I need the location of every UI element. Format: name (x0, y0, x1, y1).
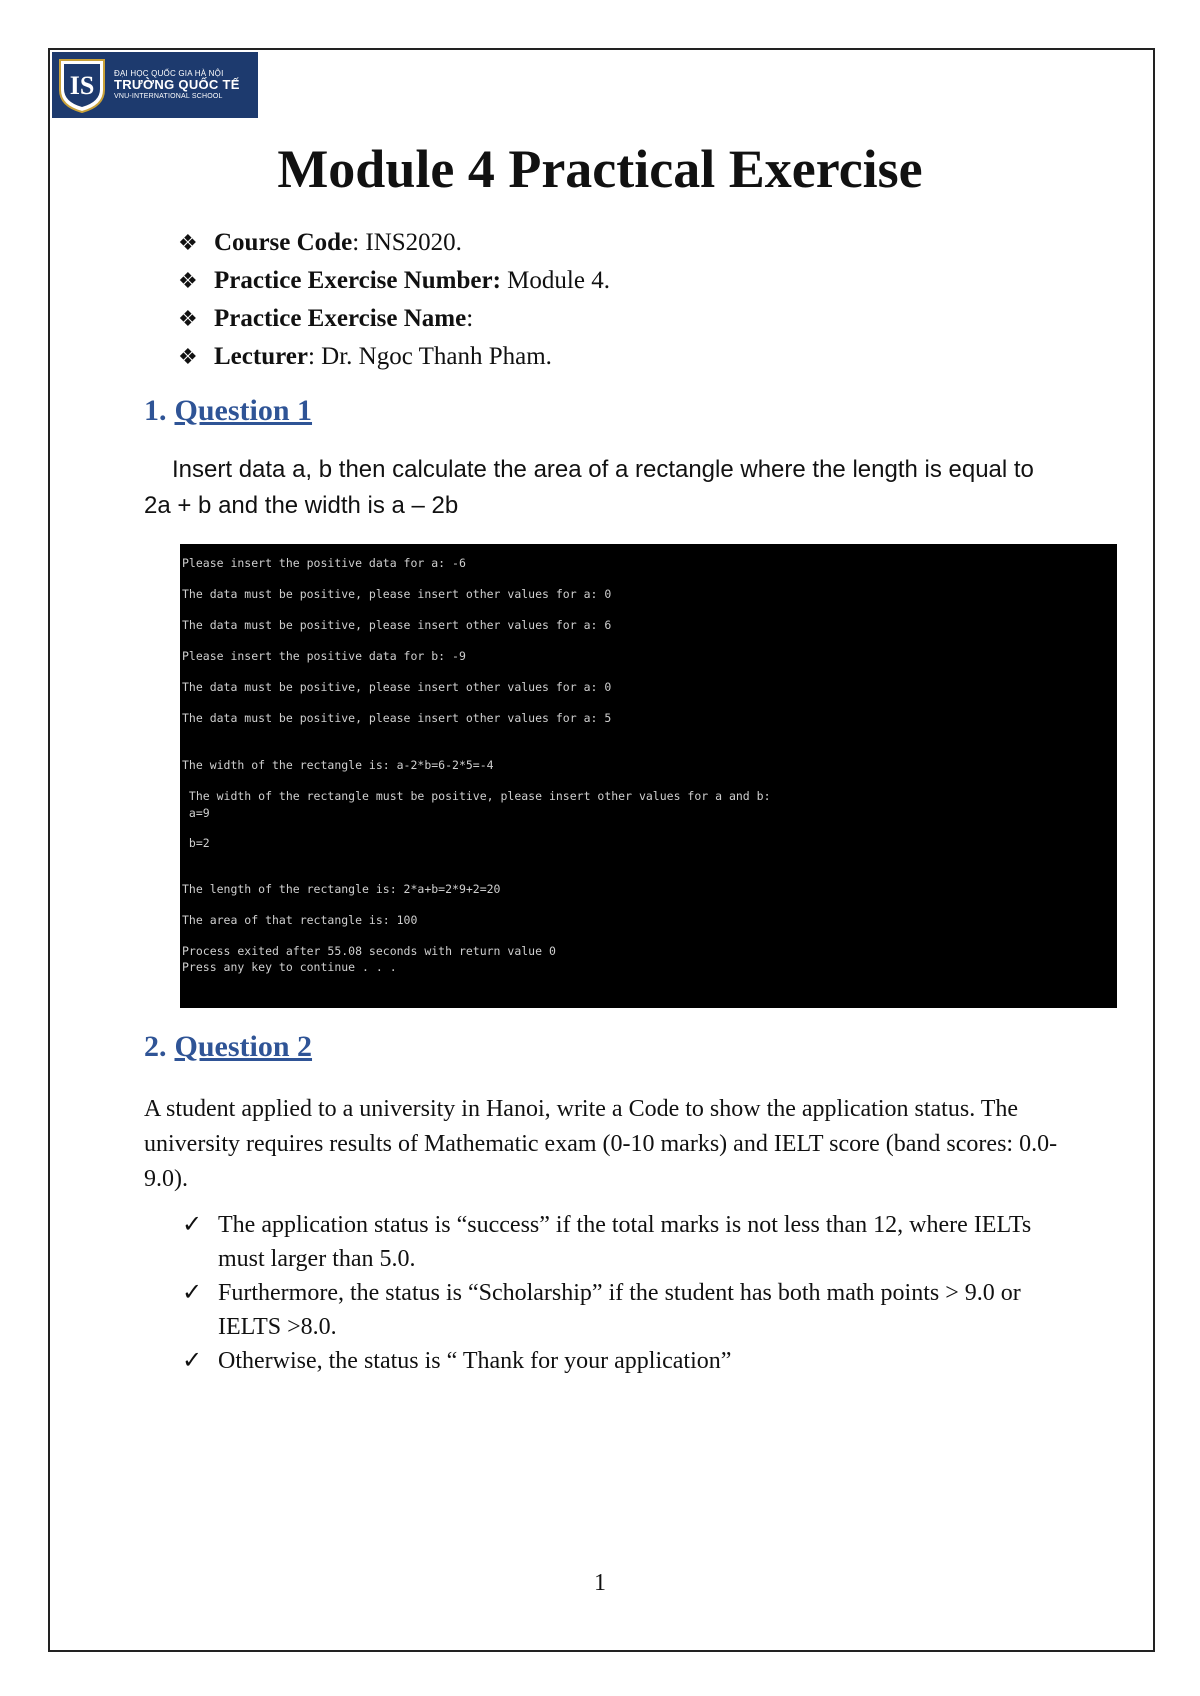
diamond-bullet-icon: ❖ (178, 230, 198, 255)
console-line: The width of the rectangle is: a-2*b=6-2*5=-4 (182, 758, 494, 772)
logo-school-english-name: VNU-INTERNATIONAL SCHOOL (114, 93, 223, 101)
info-label: Practice Exercise Name (214, 305, 467, 332)
page-number: 1 (594, 1570, 606, 1596)
question-1-title: Question 1 (174, 394, 313, 427)
info-value: INS2020. (365, 229, 462, 256)
condition-text: Furthermore, the status is “Scholarship” if the student has both math points > 9.0 or IELTS >8.0. (218, 1280, 1021, 1340)
console-line: Process exited after 55.08 seconds with return value 0 (182, 944, 556, 958)
checkmark-icon: ✓ (182, 1348, 203, 1374)
console-line: b=2 (182, 836, 210, 850)
console-line: The data must be positive, please insert other values for a: 5 (182, 711, 612, 725)
list-item (182, 1208, 1062, 1276)
condition-text: Otherwise, the status is “ Thank for your application” (218, 1348, 732, 1374)
console-line: Press any key to continue . . . (182, 960, 397, 974)
question-2-heading (144, 1030, 312, 1064)
info-exercise-number (178, 262, 610, 300)
school-logo (52, 52, 258, 118)
info-separator: : (352, 229, 366, 256)
info-course-code (178, 224, 610, 262)
question-2-conditions (182, 1208, 1062, 1378)
diamond-bullet-icon: ❖ (178, 268, 198, 293)
diamond-bullet-icon: ❖ (178, 306, 198, 331)
checkmark-icon: ✓ (182, 1280, 203, 1306)
question-1-number: 1. (144, 394, 167, 427)
school-emblem-icon (56, 56, 108, 114)
info-value: Module 4. (507, 267, 610, 294)
console-output-screenshot (180, 544, 1117, 1008)
diamond-bullet-icon: ❖ (178, 344, 198, 369)
console-line: a=9 (182, 806, 210, 820)
console-line: The area of that rectangle is: 100 (182, 913, 418, 927)
checkmark-icon: ✓ (182, 1212, 203, 1238)
info-value: Dr. Ngoc Thanh Pham. (321, 343, 552, 370)
condition-text: The application status is “success” if the total marks is not less than 12, where IELTs must larger than 5.0. (218, 1212, 1032, 1272)
list-item (182, 1276, 1062, 1344)
question-2-title: Question 2 (174, 1030, 313, 1063)
question-1-text (144, 452, 1064, 524)
console-line: Please insert the positive data for b: -9 (182, 649, 466, 663)
list-item (182, 1344, 1062, 1378)
console-line: Please insert the positive data for a: -6 (182, 556, 466, 570)
logo-mark-text: IS (69, 71, 95, 100)
info-exercise-name (178, 300, 610, 338)
question-1-heading (144, 394, 312, 428)
logo-school-name: TRƯỜNG QUỐC TẾ (114, 77, 240, 93)
question-2-text: A student applied to a university in Hanoi, write a Code to show the application status. The university requires results of Mathematic exam (0-10 marks) and IELT score (band scores: 0.0-9.0). (144, 1096, 1058, 1192)
question-2-number: 2. (144, 1030, 167, 1063)
console-line: The length of the rectangle is: 2*a+b=2*9+2=20 (182, 882, 501, 896)
info-label: Course Code (214, 229, 353, 256)
console-line: The data must be positive, please insert other values for a: 0 (182, 680, 612, 694)
logo-text (114, 69, 240, 101)
logo-university-name: ĐẠI HỌC QUỐC GIA HÀ NỘI (114, 68, 224, 78)
info-separator: : (307, 343, 322, 370)
question-1-body: Insert data a, b then calculate the area of a rectangle where the length is equal to 2a + b and the width is a – 2b (144, 456, 1034, 519)
info-label: Lecturer (214, 343, 308, 370)
document-title: Module 4 Practical Exercise (277, 139, 923, 199)
info-separator: : (466, 305, 474, 332)
console-line: The data must be positive, please insert other values for a: 6 (182, 618, 612, 632)
info-label: Practice Exercise Number: (214, 267, 501, 294)
info-lecturer (178, 338, 610, 376)
console-line: The data must be positive, please insert other values for a: 0 (182, 587, 612, 601)
course-info-list (178, 224, 610, 376)
console-line: The width of the rectangle must be positive, please insert other values for a and b: (182, 789, 771, 803)
